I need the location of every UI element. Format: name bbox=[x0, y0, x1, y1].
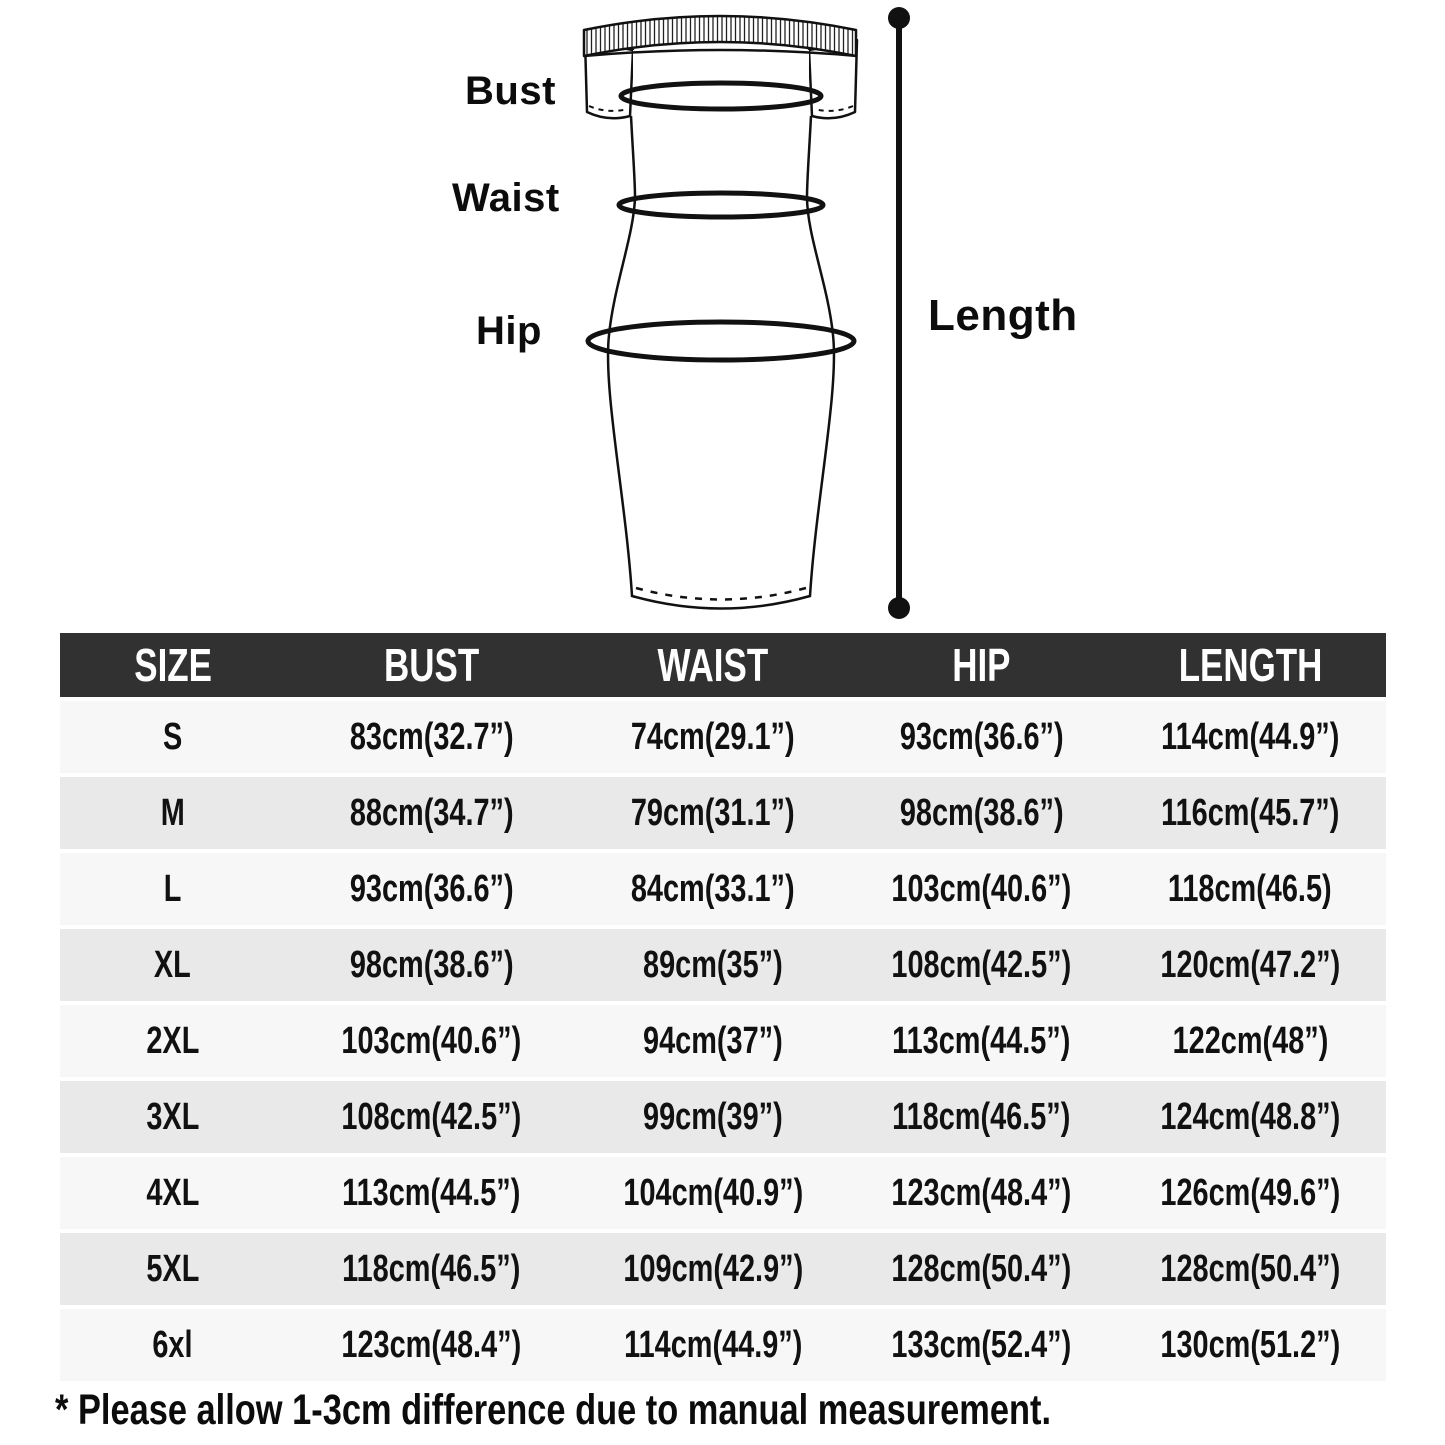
header-cell-hip: HIP bbox=[849, 633, 1114, 697]
table-row bbox=[60, 777, 1386, 849]
measurement-cell: 93cm(36.6”) bbox=[849, 701, 1114, 773]
header-cell-waist: WAIST bbox=[577, 633, 849, 697]
measurement-note bbox=[55, 1386, 1300, 1435]
measurement-cell: 128cm(50.4”) bbox=[849, 1233, 1114, 1305]
length-measure-line bbox=[888, 7, 910, 619]
measurement-cell: 88cm(34.7”) bbox=[285, 777, 577, 849]
measurement-cell: 93cm(36.6”) bbox=[285, 853, 577, 925]
size-table bbox=[60, 629, 1386, 1385]
measurement-cell: 120cm(47.2”) bbox=[1114, 929, 1386, 1001]
measurement-cell: 113cm(44.5”) bbox=[849, 1005, 1114, 1077]
header-cell-length: LENGTH bbox=[1114, 633, 1386, 697]
bust-label: Bust bbox=[465, 69, 556, 113]
dress-neck-band bbox=[584, 16, 857, 56]
table-row bbox=[60, 1157, 1386, 1229]
header-cell-bust: BUST bbox=[285, 633, 577, 697]
measurement-cell: 99cm(39”) bbox=[577, 1081, 849, 1153]
size-cell: M bbox=[60, 777, 285, 849]
table-row bbox=[60, 701, 1386, 773]
measurement-cell: 126cm(49.6”) bbox=[1114, 1157, 1386, 1229]
dress-illustration bbox=[0, 0, 1445, 630]
measurement-cell: 114cm(44.9”) bbox=[1114, 701, 1386, 773]
measurement-cell: 83cm(32.7”) bbox=[285, 701, 577, 773]
table-row bbox=[60, 1309, 1386, 1381]
size-cell: 6xl bbox=[60, 1309, 285, 1381]
length-label: Length bbox=[928, 291, 1078, 340]
measurement-cell: 133cm(52.4”) bbox=[849, 1309, 1114, 1381]
hip-label: Hip bbox=[476, 309, 542, 353]
measurement-cell: 109cm(42.9”) bbox=[577, 1233, 849, 1305]
table-row bbox=[60, 1005, 1386, 1077]
measurement-note-text: * Please allow 1-3cm difference due to manual measurement. bbox=[55, 1386, 1052, 1434]
measurement-cell: 103cm(40.6”) bbox=[285, 1005, 577, 1077]
table-row bbox=[60, 1233, 1386, 1305]
measurement-cell: 94cm(37”) bbox=[577, 1005, 849, 1077]
measurement-cell: 108cm(42.5”) bbox=[849, 929, 1114, 1001]
measurement-cell: 98cm(38.6”) bbox=[849, 777, 1114, 849]
measurement-cell: 104cm(40.9”) bbox=[577, 1157, 849, 1229]
measurement-cell: 130cm(51.2”) bbox=[1114, 1309, 1386, 1381]
measurement-cell: 123cm(48.4”) bbox=[849, 1157, 1114, 1229]
measurement-cell: 124cm(48.8”) bbox=[1114, 1081, 1386, 1153]
measurement-cell: 89cm(35”) bbox=[577, 929, 849, 1001]
size-cell: XL bbox=[60, 929, 285, 1001]
table-header-row bbox=[60, 633, 1386, 697]
size-table-body bbox=[60, 701, 1386, 1381]
table-row bbox=[60, 929, 1386, 1001]
size-cell: 3XL bbox=[60, 1081, 285, 1153]
measurement-cell: 123cm(48.4”) bbox=[285, 1309, 577, 1381]
size-cell: 5XL bbox=[60, 1233, 285, 1305]
measurement-cell: 74cm(29.1”) bbox=[577, 701, 849, 773]
size-cell: S bbox=[60, 701, 285, 773]
dress-body bbox=[608, 50, 834, 609]
header-cell-size: SIZE bbox=[60, 633, 285, 697]
measurement-cell: 118cm(46.5”) bbox=[285, 1233, 577, 1305]
measurement-cell: 114cm(44.9”) bbox=[577, 1309, 849, 1381]
measurement-cell: 122cm(48”) bbox=[1114, 1005, 1386, 1077]
table-row bbox=[60, 1081, 1386, 1153]
measurement-cell: 113cm(44.5”) bbox=[285, 1157, 577, 1229]
waist-label: Waist bbox=[452, 176, 560, 220]
measurement-cell: 116cm(45.7”) bbox=[1114, 777, 1386, 849]
measurement-cell: 108cm(42.5”) bbox=[285, 1081, 577, 1153]
size-cell: 2XL bbox=[60, 1005, 285, 1077]
size-cell: L bbox=[60, 853, 285, 925]
table-row bbox=[60, 853, 1386, 925]
measurement-cell: 103cm(40.6”) bbox=[849, 853, 1114, 925]
measurement-cell: 128cm(50.4”) bbox=[1114, 1233, 1386, 1305]
measurement-cell: 84cm(33.1”) bbox=[577, 853, 849, 925]
measurement-cell: 118cm(46.5”) bbox=[849, 1081, 1114, 1153]
measurement-cell: 98cm(38.6”) bbox=[285, 929, 577, 1001]
measurement-cell: 118cm(46.5) bbox=[1114, 853, 1386, 925]
measurement-cell: 79cm(31.1”) bbox=[577, 777, 849, 849]
size-cell: 4XL bbox=[60, 1157, 285, 1229]
